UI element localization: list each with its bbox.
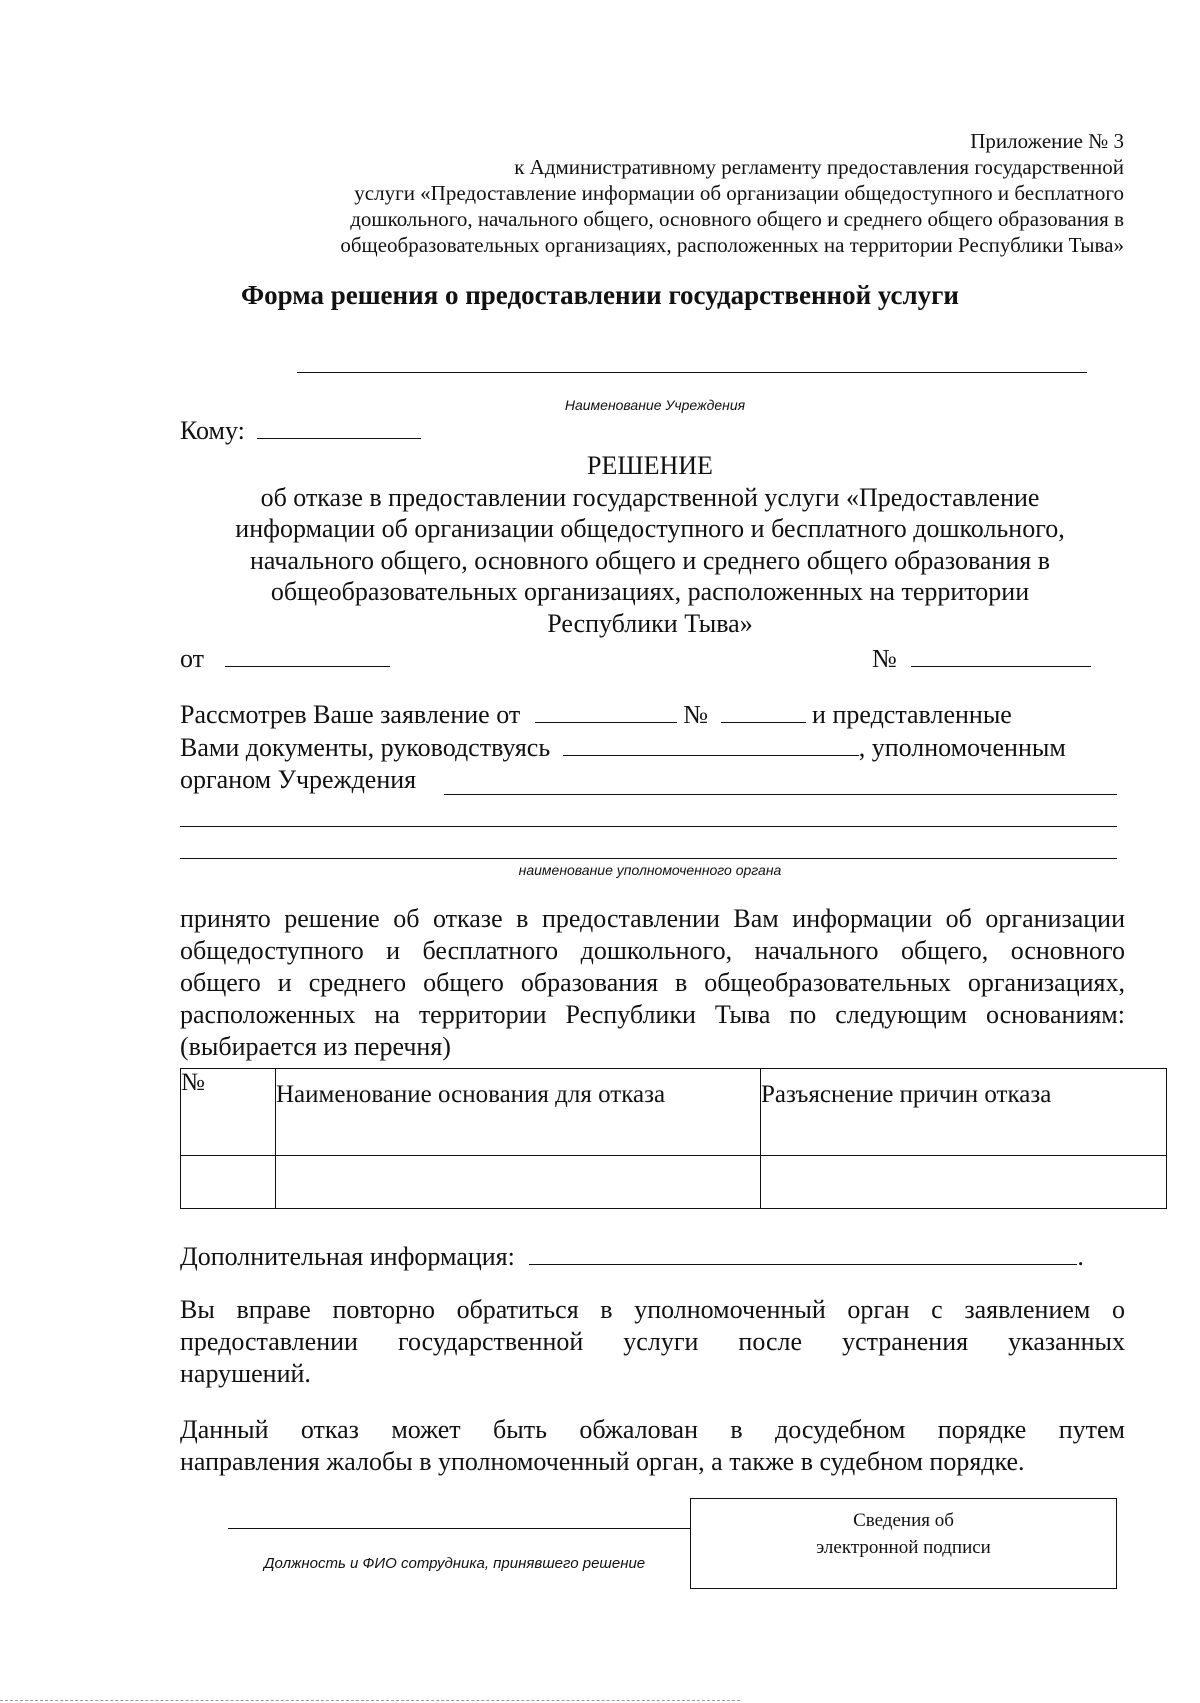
decision-line: об отказе в предоставлении государственной услуги «Предоставление [260, 482, 1040, 512]
repeat-line: предоставлении государственной услуги после устранения указанных [180, 1327, 1125, 1356]
appeal-paragraph [180, 1414, 1125, 1478]
appendix-line: дошкольного, начального общего, основного общего и среднего общего образования в [350, 207, 1124, 231]
review-text: Рассмотрев Ваше заявление от [180, 700, 521, 729]
decision-number-field [872, 644, 1091, 674]
application-number-label: № [683, 700, 709, 729]
table-header-number: № [181, 1069, 276, 1156]
refusal-line: общедоступного и бесплатного дошкольного, начального общего, основного [180, 936, 1125, 965]
table-header-explanation: Разъяснение причин отказа [761, 1069, 1167, 1156]
decision-block [0, 450, 1200, 639]
review-text: и представленные [812, 700, 1012, 729]
repeat-line: Вы вправе повторно обратиться в уполномоченный орган с заявлением о [180, 1295, 1125, 1324]
recipient-blank [257, 416, 421, 439]
esign-label: электронной подписи [816, 1537, 991, 1558]
recipient-label: Кому: [180, 416, 245, 445]
authority-caption: наименование уполномоченного органа [518, 862, 782, 878]
appeal-line: направления жалобы в уполномоченный орган, а также в судебном порядке. [180, 1447, 1025, 1476]
number-blank [911, 644, 1091, 667]
esign-label: Сведения об [853, 1510, 954, 1531]
number-label: № [872, 644, 897, 673]
decision-line: начального общего, основного общего и среднего общего образования в [249, 545, 1051, 575]
signature-line [228, 1528, 690, 1529]
decision-date-field [180, 644, 390, 674]
review-line-3 [180, 765, 416, 795]
repeat-line: нарушений. [180, 1359, 311, 1388]
decision-line: общеобразовательных организациях, расположенных на территории [270, 577, 1030, 606]
refusal-line: принято решение об отказе в предоставлении Вам информации об организации [180, 904, 1125, 933]
table-header-row [181, 1069, 1167, 1156]
review-text: органом Учреждения [180, 765, 417, 794]
institution-caption: Наименование Учреждения [564, 397, 746, 413]
appendix-line: общеобразовательных организациях, расположенных на территории Республики Тыва» [340, 233, 1124, 257]
date-blank [225, 644, 390, 667]
table-row [181, 1156, 1167, 1209]
additional-info-label: Дополнительная информация: [180, 1242, 515, 1271]
table-cell [761, 1156, 1167, 1209]
review-line-1 [180, 700, 1012, 730]
form-title: Форма решения о предоставлении государственной услуги [240, 280, 959, 310]
refusal-line: расположенных на территории Республики Тыва по следующим основаниям: [180, 1000, 1125, 1029]
signature-caption: Должность и ФИО сотрудника, принявшего решение [264, 1555, 646, 1572]
authority-blank [180, 858, 1117, 859]
review-text: Вами документы, руководствуясь [180, 733, 551, 762]
review-line-2 [180, 733, 1066, 763]
additional-info-field [180, 1242, 1084, 1272]
additional-info-blank [529, 1242, 1077, 1265]
table-cell [181, 1156, 276, 1209]
additional-info-end: . [1077, 1242, 1084, 1271]
decision-line: информации об организации общедоступного и бесплатного дошкольного, [235, 514, 1065, 543]
review-text: , уполномоченным [858, 733, 1066, 762]
reasons-table [180, 1068, 1167, 1209]
application-date-blank [535, 700, 677, 723]
legal-basis-blank [563, 733, 859, 756]
table-cell [276, 1156, 761, 1209]
scan-artifact-divider [0, 1700, 740, 1701]
institution-name-line [297, 372, 1087, 373]
appeal-line: Данный отказ может быть обжалован в досудебном порядке путем [180, 1415, 1125, 1444]
refusal-paragraph [180, 903, 1125, 1063]
refusal-line: (выбирается из перечня) [180, 1032, 451, 1061]
repeat-paragraph [180, 1294, 1125, 1390]
decision-heading: РЕШЕНИЕ [587, 451, 713, 480]
appendix-header [224, 128, 1124, 258]
authority-blank [180, 826, 1117, 827]
recipient-field [180, 416, 421, 446]
appendix-line: к Административному регламенту предоставления государственной [514, 155, 1124, 179]
refusal-line: общего и среднего общего образования в общеобразовательных организациях, [180, 968, 1125, 997]
decision-line: Республики Тыва» [547, 608, 753, 638]
appendix-line: услуги «Предоставление информации об организации общедоступного и бесплатного [354, 181, 1124, 205]
appendix-number: Приложение № 3 [970, 129, 1124, 153]
electronic-signature-box [690, 1498, 1117, 1589]
date-label: от [180, 644, 205, 673]
authority-blank [444, 794, 1117, 795]
application-number-blank [721, 700, 806, 723]
table-header-reason: Наименование основания для отказа [276, 1069, 761, 1156]
